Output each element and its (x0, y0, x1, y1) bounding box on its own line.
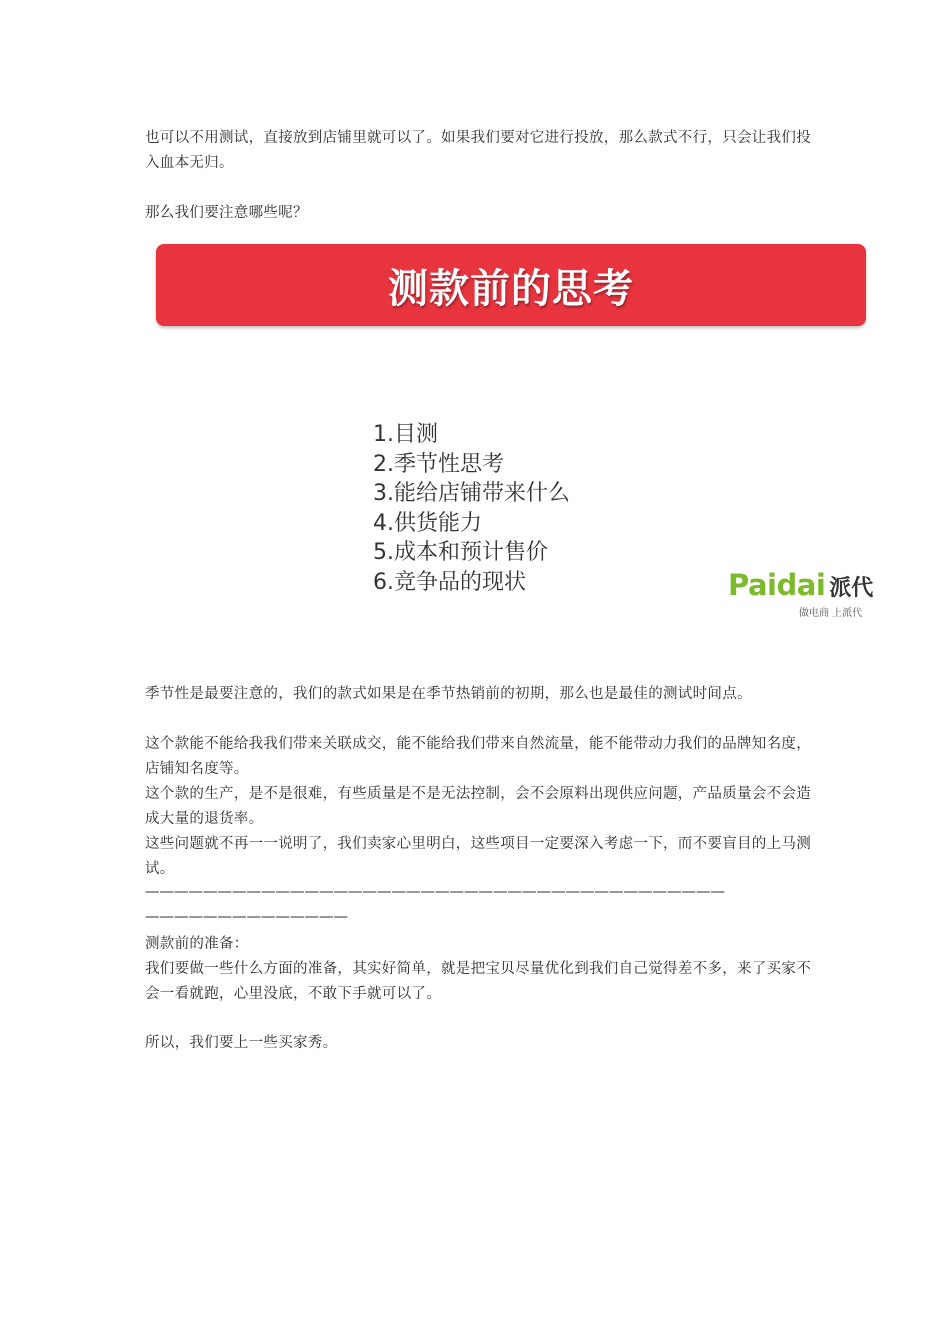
divider-line: ———————————————————————————————————————— (145, 884, 725, 900)
paragraph-preparation: 我们要做一些什么方面的准备，其实好简单，就是把宝贝尽量优化到我们自己觉得差不多，来了买家不会一看就跑，心里没底，不敢下手就可以了。 (145, 961, 811, 1002)
logo-tagline: 做电商 上派代 (799, 608, 863, 619)
list-item: 5.成本和预计售价 (373, 540, 548, 566)
divider-line: —————————————— (145, 909, 348, 925)
logo-chinese-text: 派代 (829, 576, 874, 601)
list-item: 2.季节性思考 (373, 451, 504, 477)
paidai-logo (728, 568, 878, 618)
paragraph-supply: 这个款的生产，是不是很难，有些质量是不是无法控制，会不会原料出现供应问题，产品质量会不会造成大量的退货率。 (145, 786, 811, 827)
intro-question: 那么我们要注意哪些呢？ (145, 205, 308, 221)
section-heading-preparation: 测款前的准备： (145, 936, 249, 952)
consideration-list (373, 420, 570, 598)
paragraph-seasonality: 季节性是最要注意的，我们的款式如果是在季节热销前的初期，那么也是最佳的测试时间点。 (145, 686, 752, 702)
logo-latin-text: Paidai (728, 568, 826, 602)
paragraph-summary: 这些问题就不再一一说明了，我们卖家心里明白，这些项目一定要深入考虑一下，而不要盲目的上马测试。 (145, 836, 811, 877)
list-item: 3.能给店铺带来什么 (373, 481, 570, 507)
banner-title: 测款前的思考 (388, 265, 634, 312)
intro-paragraph: 也可以不用测试，直接放到店铺里就可以了。如果我们要对它进行投放，那么款式不行，只会让我们投入血本无归。 (145, 130, 811, 171)
paragraph-buyer-show: 所以，我们要上一些买家秀。 (145, 1035, 338, 1051)
list-item: 6.竞争品的现状 (373, 569, 526, 595)
figure-banner (156, 244, 866, 326)
list-item: 1.目测 (373, 422, 438, 447)
paragraph-store-benefit: 这个款能不能给我我们带来关联成交，能不能给我们带来自然流量，能不能带动力我们的品牌知名度，店铺知名度等。 (145, 736, 811, 777)
list-item: 4.供货能力 (373, 510, 482, 536)
